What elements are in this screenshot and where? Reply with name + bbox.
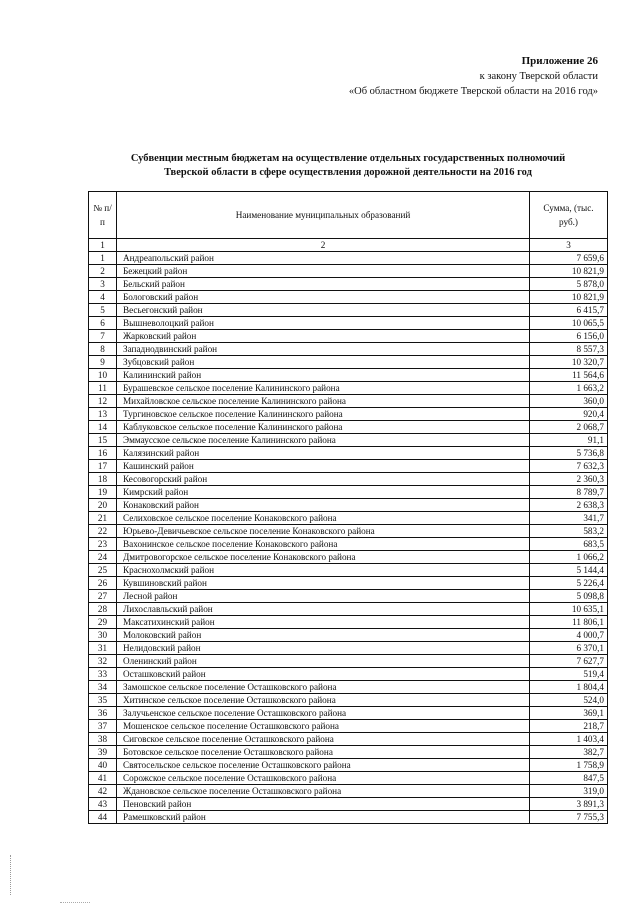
row-sum: 3 891,3: [530, 798, 608, 811]
table-row: [89, 772, 608, 785]
row-name: Западнодвинский район: [117, 343, 530, 356]
table-row: [89, 577, 608, 590]
row-number: 21: [89, 512, 117, 525]
row-sum: 360,0: [530, 395, 608, 408]
document-title: [88, 152, 608, 180]
table-row: [89, 811, 608, 824]
row-number: 36: [89, 707, 117, 720]
table-row: [89, 343, 608, 356]
row-name: Пеновский район: [117, 798, 530, 811]
row-name: Михайловское сельское поселение Калининского района: [117, 395, 530, 408]
row-number: 34: [89, 681, 117, 694]
table-body: [89, 252, 608, 824]
table-row: [89, 603, 608, 616]
row-name: Бежецкий район: [117, 265, 530, 278]
row-sum: 218,7: [530, 720, 608, 733]
row-sum: 1 066,2: [530, 551, 608, 564]
row-sum: 847,5: [530, 772, 608, 785]
row-number: 6: [89, 317, 117, 330]
table-row: [89, 616, 608, 629]
row-number: 24: [89, 551, 117, 564]
row-number: 4: [89, 291, 117, 304]
margin-mark: [10, 855, 13, 895]
row-number: 16: [89, 447, 117, 460]
row-name: Хитинское сельское поселение Осташковского района: [117, 694, 530, 707]
row-sum: 1 663,2: [530, 382, 608, 395]
row-number: 41: [89, 772, 117, 785]
row-number: 8: [89, 343, 117, 356]
table-row: [89, 473, 608, 486]
row-sum: 8 789,7: [530, 486, 608, 499]
table-row: [89, 278, 608, 291]
row-number: 43: [89, 798, 117, 811]
row-sum: 10 320,7: [530, 356, 608, 369]
row-sum: 2 360,3: [530, 473, 608, 486]
row-name: Кимрский район: [117, 486, 530, 499]
row-name: Лихославльский район: [117, 603, 530, 616]
table-row: [89, 499, 608, 512]
row-name: Замошское сельское поселение Осташковского района: [117, 681, 530, 694]
table-row: [89, 291, 608, 304]
row-number: 29: [89, 616, 117, 629]
header-sum: Сумма, (тыс. руб.): [530, 192, 608, 239]
row-name: Максатихинский район: [117, 616, 530, 629]
row-number: 28: [89, 603, 117, 616]
row-name: Осташковский район: [117, 668, 530, 681]
row-sum: 2 638,3: [530, 499, 608, 512]
table-row: [89, 382, 608, 395]
table-row: [89, 785, 608, 798]
table-row: [89, 668, 608, 681]
row-sum: 7 659,6: [530, 252, 608, 265]
col-number-3: 3: [530, 239, 608, 252]
row-number: 19: [89, 486, 117, 499]
row-sum: 11 564,6: [530, 369, 608, 382]
table-row: [89, 460, 608, 473]
row-sum: 6 370,1: [530, 642, 608, 655]
row-name: Дмитровогорское сельское поселение Конаковского района: [117, 551, 530, 564]
row-number: 25: [89, 564, 117, 577]
row-number: 39: [89, 746, 117, 759]
row-sum: 1 804,4: [530, 681, 608, 694]
row-sum: 1 403,4: [530, 733, 608, 746]
row-sum: 524,0: [530, 694, 608, 707]
row-sum: 5 144,4: [530, 564, 608, 577]
row-sum: 91,1: [530, 434, 608, 447]
row-name: Кашинский район: [117, 460, 530, 473]
row-sum: 7 627,7: [530, 655, 608, 668]
row-number: 1: [89, 252, 117, 265]
row-name: Сиговское сельское поселение Осташковского района: [117, 733, 530, 746]
row-name: Ждановское сельское поселение Осташковского района: [117, 785, 530, 798]
row-name: Каблуковское сельское поселение Калининского района: [117, 421, 530, 434]
table-row: [89, 369, 608, 382]
row-number: 14: [89, 421, 117, 434]
row-name: Мошенское сельское поселение Осташковского района: [117, 720, 530, 733]
row-name: Калининский район: [117, 369, 530, 382]
row-sum: 369,1: [530, 707, 608, 720]
row-number: 31: [89, 642, 117, 655]
table-row: [89, 720, 608, 733]
table-row: [89, 642, 608, 655]
row-sum: 5 736,8: [530, 447, 608, 460]
row-name: Ботовское сельское поселение Осташковского района: [117, 746, 530, 759]
row-sum: 920,4: [530, 408, 608, 421]
row-name: Молоковский район: [117, 629, 530, 642]
row-sum: 341,7: [530, 512, 608, 525]
table-row: [89, 395, 608, 408]
col-number-1: 1: [89, 239, 117, 252]
row-sum: 6 415,7: [530, 304, 608, 317]
row-number: 5: [89, 304, 117, 317]
row-name: Селиховское сельское поселение Конаковского района: [117, 512, 530, 525]
row-number: 11: [89, 382, 117, 395]
row-name: Тургиновское сельское поселение Калининского района: [117, 408, 530, 421]
row-name: Конаковский район: [117, 499, 530, 512]
table-header-row: [89, 192, 608, 239]
row-name: Кесовогорский район: [117, 473, 530, 486]
table-row: [89, 512, 608, 525]
row-number: 32: [89, 655, 117, 668]
row-sum: 319,0: [530, 785, 608, 798]
row-name: Эммаусское сельское поселение Калининского района: [117, 434, 530, 447]
header-name: Наименование муниципальных образований: [117, 192, 530, 239]
row-number: 20: [89, 499, 117, 512]
table-row: [89, 759, 608, 772]
row-sum: 2 068,7: [530, 421, 608, 434]
table-row: [89, 408, 608, 421]
table-row: [89, 564, 608, 577]
table-row: [89, 265, 608, 278]
row-number: 42: [89, 785, 117, 798]
row-number: 9: [89, 356, 117, 369]
row-number: 40: [89, 759, 117, 772]
row-sum: 382,7: [530, 746, 608, 759]
row-name: Кувшиновский район: [117, 577, 530, 590]
row-sum: 519,4: [530, 668, 608, 681]
row-sum: 683,5: [530, 538, 608, 551]
appendix-law-title: «Об областном бюджете Тверской области на 2016 год»: [348, 86, 598, 97]
row-sum: 10 065,5: [530, 317, 608, 330]
row-number: 10: [89, 369, 117, 382]
row-number: 17: [89, 460, 117, 473]
row-name: Весьегонский район: [117, 304, 530, 317]
row-number: 13: [89, 408, 117, 421]
table-row: [89, 252, 608, 265]
row-number: 22: [89, 525, 117, 538]
row-name: Краснохолмский район: [117, 564, 530, 577]
table-row: [89, 486, 608, 499]
table-row: [89, 798, 608, 811]
row-sum: 6 156,0: [530, 330, 608, 343]
row-sum: 7 632,3: [530, 460, 608, 473]
table-row: [89, 629, 608, 642]
row-name: Сорожское сельское поселение Осташковского района: [117, 772, 530, 785]
table-row: [89, 707, 608, 720]
appendix-number: Приложение 26: [521, 55, 598, 67]
row-name: Андреапольский район: [117, 252, 530, 265]
row-number: 15: [89, 434, 117, 447]
row-sum: 5 878,0: [530, 278, 608, 291]
column-number-row: [89, 239, 608, 252]
row-number: 23: [89, 538, 117, 551]
table-row: [89, 447, 608, 460]
appendix-law: к закону Тверской области: [479, 71, 598, 82]
row-name: Зубцовский район: [117, 356, 530, 369]
appendix-header: [349, 54, 598, 99]
table-row: [89, 356, 608, 369]
row-number: 38: [89, 733, 117, 746]
row-number: 27: [89, 590, 117, 603]
col-number-2: 2: [117, 239, 530, 252]
row-name: Лесной район: [117, 590, 530, 603]
row-name: Святосельское сельское поселение Осташковского района: [117, 759, 530, 772]
row-number: 30: [89, 629, 117, 642]
row-number: 2: [89, 265, 117, 278]
table-row: [89, 434, 608, 447]
row-number: 3: [89, 278, 117, 291]
table-row: [89, 330, 608, 343]
row-number: 44: [89, 811, 117, 824]
header-num: № п/п: [89, 192, 117, 239]
table-row: [89, 681, 608, 694]
table-row: [89, 655, 608, 668]
table-row: [89, 538, 608, 551]
row-sum: 10 821,9: [530, 291, 608, 304]
row-name: Бурашевское сельское поселение Калининского района: [117, 382, 530, 395]
table-row: [89, 733, 608, 746]
table-row: [89, 694, 608, 707]
row-sum: 8 557,3: [530, 343, 608, 356]
table-row: [89, 551, 608, 564]
row-sum: 10 635,1: [530, 603, 608, 616]
table-row: [89, 746, 608, 759]
row-name: Юрьево-Девичьевское сельское поселение Конаковского района: [117, 525, 530, 538]
row-name: Бельский район: [117, 278, 530, 291]
row-sum: 7 755,3: [530, 811, 608, 824]
row-name: Вахонинское сельское поселение Конаковского района: [117, 538, 530, 551]
row-number: 18: [89, 473, 117, 486]
table-row: [89, 590, 608, 603]
row-sum: 5 098,8: [530, 590, 608, 603]
row-sum: 11 806,1: [530, 616, 608, 629]
row-sum: 10 821,9: [530, 265, 608, 278]
row-name: Жарковский район: [117, 330, 530, 343]
row-sum: 1 758,9: [530, 759, 608, 772]
table-row: [89, 525, 608, 538]
row-number: 33: [89, 668, 117, 681]
row-number: 35: [89, 694, 117, 707]
row-sum: 5 226,4: [530, 577, 608, 590]
table-row: [89, 304, 608, 317]
row-sum: 583,2: [530, 525, 608, 538]
row-name: Нелидовский район: [117, 642, 530, 655]
table-row: [89, 317, 608, 330]
title-line-1: Субвенции местным бюджетам на осуществление отдельных государственных полномочий: [130, 153, 566, 164]
row-number: 37: [89, 720, 117, 733]
row-name: Рамешковский район: [117, 811, 530, 824]
footer-mark: [60, 902, 90, 903]
row-sum: 4 000,7: [530, 629, 608, 642]
row-name: Залучьенское сельское поселение Осташковского района: [117, 707, 530, 720]
subsidy-table: [88, 191, 608, 824]
row-number: 7: [89, 330, 117, 343]
title-line-2: Тверской области в сфере осуществления дорожной деятельности на 2016 год: [164, 167, 532, 178]
row-name: Калязинский район: [117, 447, 530, 460]
row-number: 26: [89, 577, 117, 590]
row-name: Оленинский район: [117, 655, 530, 668]
row-number: 12: [89, 395, 117, 408]
row-name: Бологовский район: [117, 291, 530, 304]
table-row: [89, 421, 608, 434]
row-name: Вышневолоцкий район: [117, 317, 530, 330]
